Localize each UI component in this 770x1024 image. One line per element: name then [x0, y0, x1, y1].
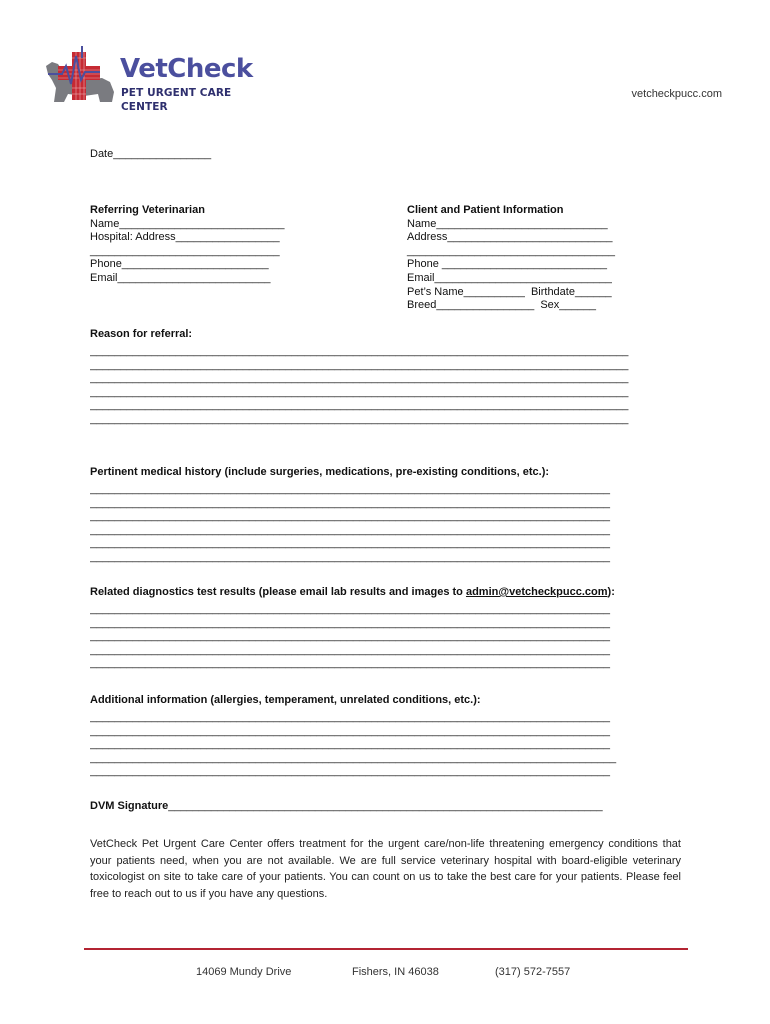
reason-line[interactable]: ________________________________________________________________________________________: [90, 358, 629, 371]
client-email-field[interactable]: Email_____________________________: [407, 271, 612, 284]
additional-lines: [90, 711, 626, 779]
website-url[interactable]: vetcheckpucc.com: [631, 88, 722, 100]
history-lines: [90, 483, 624, 565]
additional-line[interactable]: _____________________________________________________________________________________: [90, 724, 611, 737]
reason-line[interactable]: ________________________________________________________________________________________: [90, 385, 629, 398]
client-info-section: [407, 204, 615, 313]
admin-email-link[interactable]: admin@vetcheckpucc.com: [465, 586, 608, 598]
footer-divider: [84, 948, 688, 950]
client-address-line[interactable]: __________________________________: [407, 244, 616, 257]
brand-name: VetCheck: [120, 54, 253, 84]
referring-vet-email-field[interactable]: Email_________________________: [90, 271, 271, 284]
diagnostics-line[interactable]: _____________________________________________________________________________________: [90, 630, 611, 643]
footer-city: Fishers, IN 46038: [352, 966, 439, 978]
reason-line[interactable]: ________________________________________________________________________________________: [90, 372, 629, 385]
diagnostics-label: [90, 586, 615, 600]
dvm-signature-field[interactable]: [90, 800, 620, 814]
brand-tagline: PET URGENT CARE CENTER: [121, 87, 232, 113]
diagnostics-lines: [90, 603, 624, 671]
about-paragraph: VetCheck Pet Urgent Care Center offers treatment for the urgent care/non-life threatening emergency conditions that your patients need, when you are not available. We are full service veterinary hospital with board-eligible veterinary toxicologist on site to take care of your patients. You can count on us to take the best care for your patients. Please feel free to reach out to us if you have any questions.: [90, 838, 681, 900]
dvm-signature-line[interactable]: _______________________________________________________________________: [168, 800, 603, 812]
reason-label: Reason for referral:: [90, 328, 193, 340]
reason-line[interactable]: ________________________________________________________________________________________: [90, 412, 629, 425]
diagnostics-label-end: ):: [607, 586, 615, 598]
additional-line[interactable]: _____________________________________________________________________________________: [90, 738, 611, 751]
footer-phone[interactable]: (317) 572-7557: [495, 966, 571, 978]
history-line[interactable]: _____________________________________________________________________________________: [90, 496, 611, 509]
diagnostics-label-text: Related diagnostics test results (please email lab results and images to: [90, 586, 466, 598]
reason-line[interactable]: ________________________________________________________________________________________: [90, 345, 629, 357]
client-phone-field[interactable]: Phone ___________________________: [407, 258, 608, 271]
reason-line[interactable]: ________________________________________________________________________________________: [90, 399, 629, 412]
additional-label: Additional information (allergies, temperament, unrelated conditions, etc.):: [90, 694, 481, 706]
vetcheck-logo: [44, 44, 274, 113]
referring-vet-address-line[interactable]: _______________________________: [90, 244, 280, 257]
client-info-title: Client and Patient Information: [407, 204, 564, 216]
history-line[interactable]: _____________________________________________________________________________________: [90, 537, 611, 550]
diagnostics-line[interactable]: _____________________________________________________________________________________: [90, 603, 611, 615]
breed-sex-field[interactable]: Breed________________ Sex______: [407, 299, 597, 312]
additional-line[interactable]: _____________________________________________________________________________________: [90, 711, 611, 723]
diagnostics-line[interactable]: _____________________________________________________________________________________: [90, 616, 611, 629]
client-address-field[interactable]: Address___________________________: [407, 231, 613, 244]
referring-vet-section: [90, 204, 285, 286]
dvm-signature-label: DVM Signature: [90, 800, 169, 812]
footer-address: 14069 Mundy Drive: [196, 966, 292, 978]
history-label: Pertinent medical history (include surgeries, medications, pre-existing conditions, etc.):: [90, 466, 550, 478]
referring-vet-phone-field[interactable]: Phone________________________: [90, 258, 269, 271]
referring-vet-title: Referring Veterinarian: [90, 204, 205, 216]
client-name-field[interactable]: Name____________________________: [407, 217, 608, 230]
history-line[interactable]: _____________________________________________________________________________________: [90, 523, 611, 536]
dog-cross-heartbeat-icon: [44, 44, 124, 106]
date-field[interactable]: Date________________: [90, 148, 212, 160]
referring-vet-name-field[interactable]: Name___________________________: [90, 217, 285, 230]
diagnostics-line[interactable]: _____________________________________________________________________________________: [90, 657, 611, 670]
history-line[interactable]: _____________________________________________________________________________________: [90, 550, 611, 563]
additional-line[interactable]: _____________________________________________________________________________________: [90, 765, 611, 778]
reason-lines: [90, 345, 634, 427]
pet-name-birthdate-field[interactable]: Pet’s Name__________ Birthdate______: [407, 285, 612, 298]
diagnostics-line[interactable]: _____________________________________________________________________________________: [90, 643, 611, 656]
additional-line[interactable]: ______________________________________________________________________________________: [90, 751, 617, 764]
history-line[interactable]: _____________________________________________________________________________________: [90, 483, 611, 495]
history-line[interactable]: _____________________________________________________________________________________: [90, 510, 611, 523]
referring-vet-hospital-field[interactable]: Hospital: Address_________________: [90, 231, 280, 244]
